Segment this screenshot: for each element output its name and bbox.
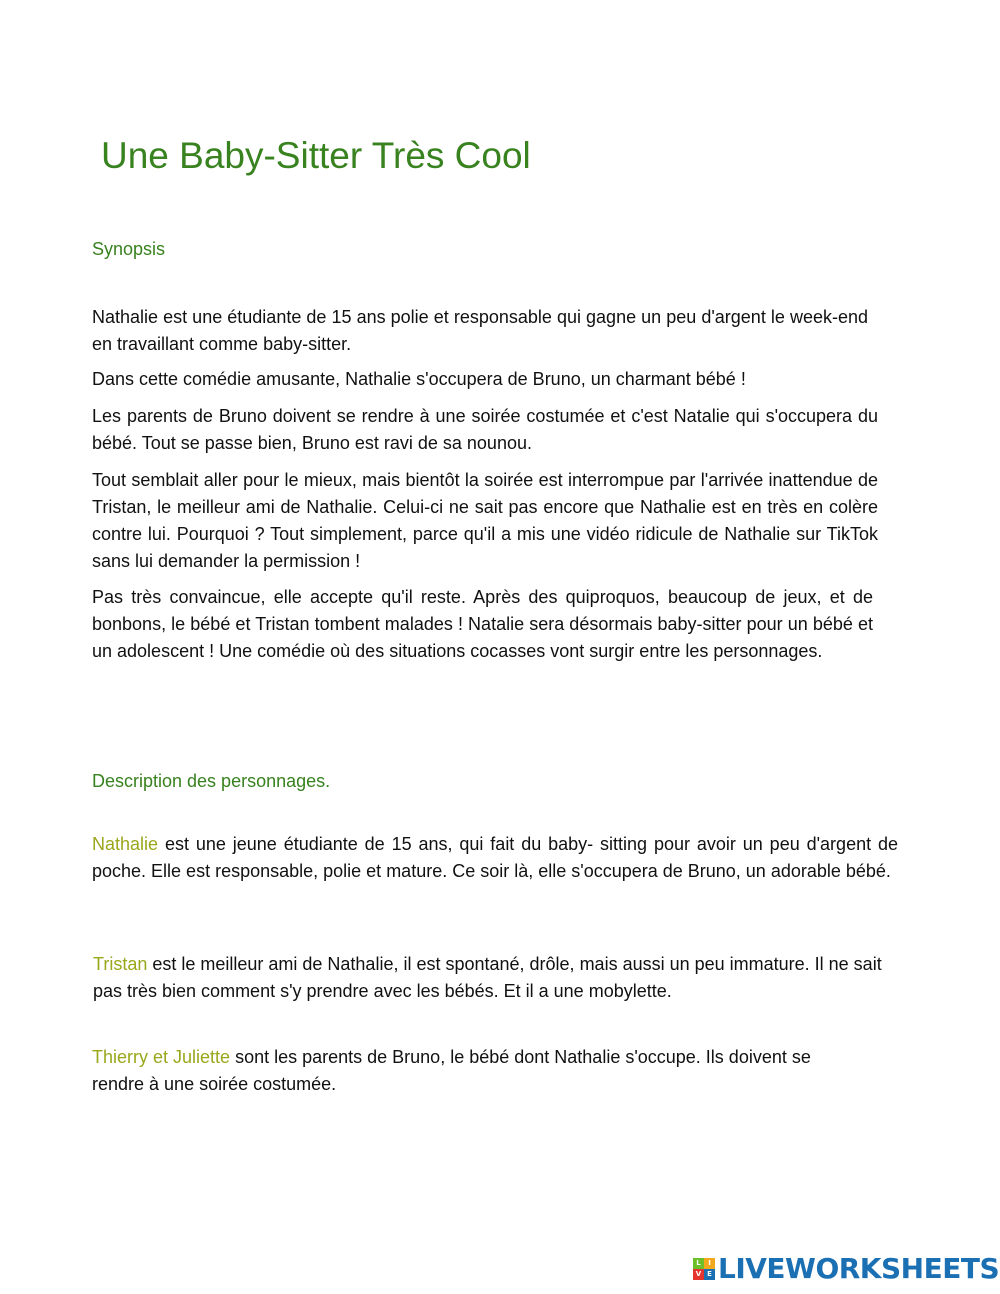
logo-letter: I	[704, 1258, 715, 1269]
character-description-tristan	[93, 951, 893, 1005]
character-text: est le meilleur ami de Nathalie, il est spontané, drôle, mais aussi un peu immature. Il ne sait pas très bien comment s'y prendre avec les bébés. Et il a une mobylette.	[93, 954, 882, 1001]
synopsis-paragraph-3: Les parents de Bruno doivent se rendre à une soirée costumée et c'est Natalie qui s'occupera du bébé. Tout se passe bien, Bruno est ravi de sa nounou.	[92, 406, 878, 453]
character-description-parents	[92, 1044, 867, 1098]
synopsis-paragraph-1: Nathalie est une étudiante de 15 ans polie et responsable qui gagne un peu d'argent le week-end en travaillant comme baby-sitter.	[92, 307, 868, 354]
logo-text: LIVEWORKSHEETS	[718, 1252, 1000, 1285]
character-description-nathalie	[92, 831, 898, 885]
characters-heading: Description des personnages.	[92, 771, 331, 791]
character-name: Tristan	[93, 954, 148, 974]
liveworksheets-logo-icon	[693, 1258, 715, 1280]
character-name: Thierry et Juliette	[92, 1047, 231, 1067]
document-title: Une Baby-Sitter Très Cool	[101, 135, 531, 176]
character-text: sont les parents de Bruno, le bébé dont Nathalie s'occupe. Ils doivent se rendre à une soirée costumée.	[92, 1047, 811, 1094]
liveworksheets-logo[interactable]	[693, 1252, 1000, 1285]
synopsis-paragraph-5: Pas très convaincue, elle accepte qu'il reste. Après des quiproquos, beaucoup de jeux, et de bonbons, le bébé et Tristan tombent malades ! Natalie sera désormais baby-sitter pour un bébé et un adolescent ! Une comédie où des situations cocasses vont surgir entre les personnages.	[92, 587, 873, 661]
synopsis-paragraph-2: Dans cette comédie amusante, Nathalie s'occupera de Bruno, un charmant bébé !	[92, 369, 746, 389]
synopsis-paragraph-4: Tout semblait aller pour le mieux, mais bientôt la soirée est interrompue par l'arrivée inattendue de Tristan, le meilleur ami de Nathalie. Celui-ci ne sait pas encore que Nathalie est en très en colère contre lui. Pourquoi ? Tout simplement, parce qu'il a mis une vidéo ridicule de Nathalie sur TikTok sans lui demander la permission !	[92, 470, 878, 571]
synopsis-heading: Synopsis	[92, 239, 166, 259]
character-name: Nathalie	[92, 834, 159, 854]
character-text: est une jeune étudiante de 15 ans, qui fait du baby- sitting pour avoir un peu d'argent de poche. Elle est responsable, polie et mature. Ce soir là, elle s'occupera de Bruno, un adorable bébé.	[92, 834, 898, 881]
logo-letter: E	[704, 1269, 715, 1280]
logo-letter: L	[693, 1258, 704, 1269]
logo-letter: V	[693, 1269, 704, 1280]
